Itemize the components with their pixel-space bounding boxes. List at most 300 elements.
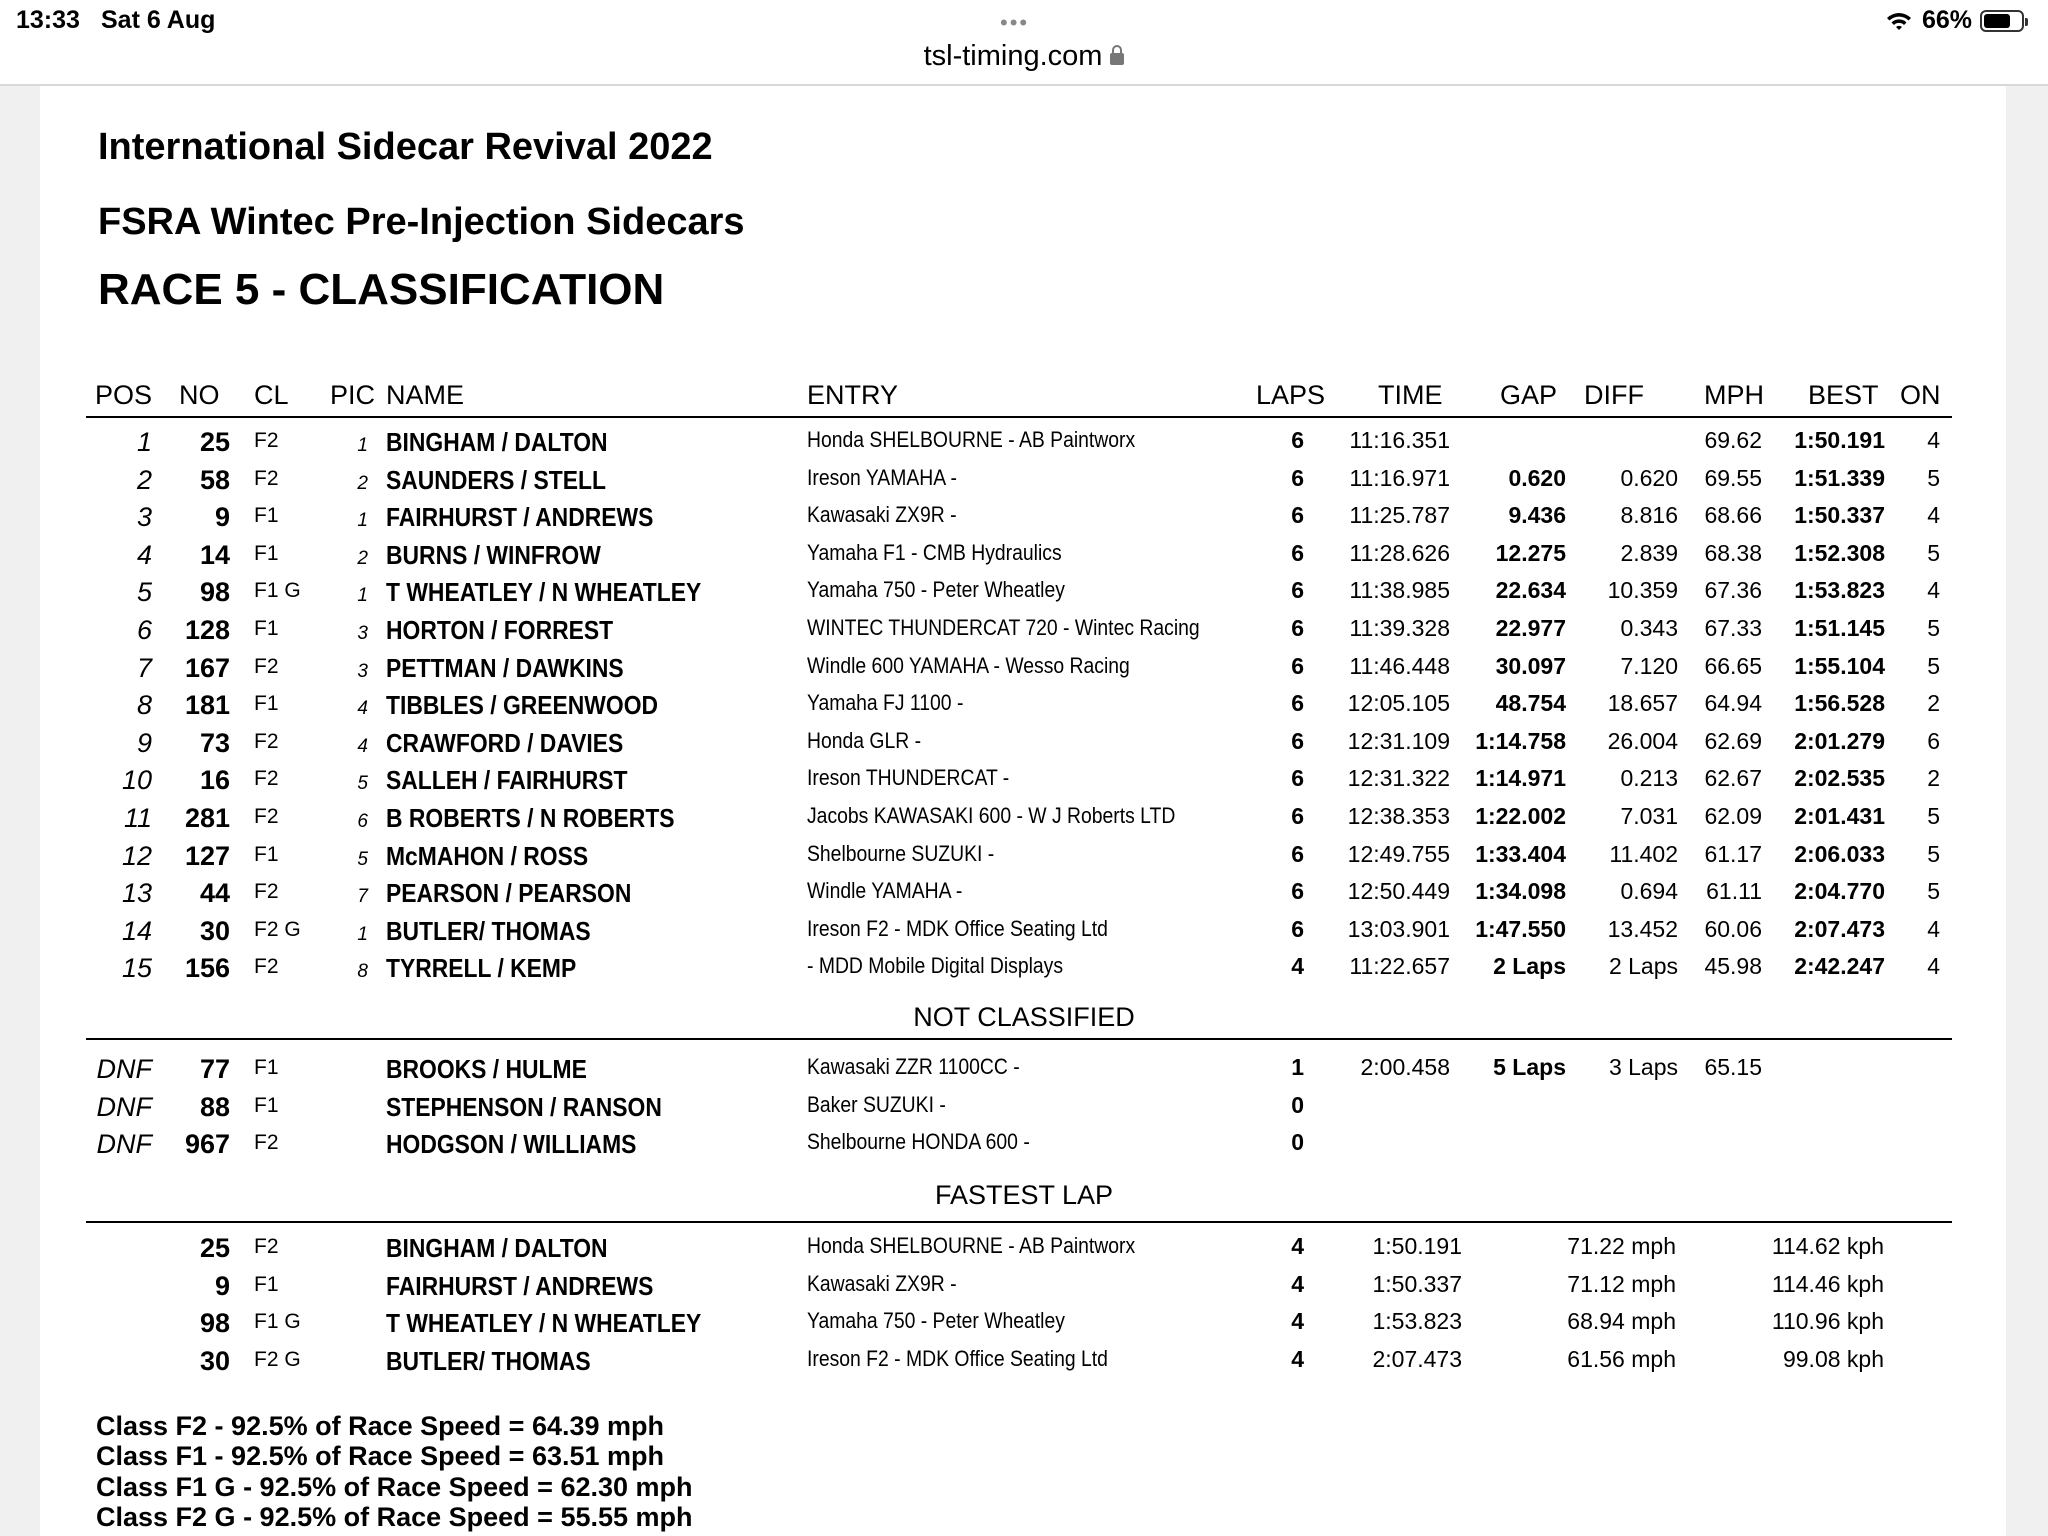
cell-pos: DNF: [96, 1091, 152, 1122]
cell-lap-mph: 71.22 mph: [1567, 1233, 1676, 1259]
cell-time: 12:05.105: [1347, 690, 1450, 717]
cell-name: BROOKS / HULME: [386, 1054, 587, 1084]
cell-name: TIBBLES / GREENWOOD: [386, 690, 659, 721]
race-title: RACE 5 - CLASSIFICATION: [98, 265, 665, 314]
cell-on: 5: [1927, 878, 1940, 905]
cell-gap: 1:34.098: [1475, 878, 1566, 905]
cell-lap-kph: 110.96 kph: [1771, 1308, 1884, 1335]
table-row: [0, 615, 2048, 653]
cell-gap: 2 Laps: [1493, 953, 1566, 980]
cell-class: F2 G: [254, 917, 301, 941]
cell-best: 2:01.279: [1794, 727, 1885, 754]
cell-entry: Honda SHELBOURNE - AB Paintworx: [807, 1233, 1136, 1258]
cell-lap-kph: 114.46 kph: [1771, 1270, 1884, 1297]
cell-no: 25: [199, 427, 230, 457]
cell-on: 5: [1927, 539, 1940, 566]
battery-icon: [1980, 10, 2024, 32]
cell-class: F1: [254, 504, 279, 528]
cell-best: 1:50.337: [1794, 502, 1885, 529]
cell-laps: 6: [1291, 615, 1304, 641]
address-bar[interactable]: [0, 36, 2048, 84]
cell-name: PEARSON / PEARSON: [386, 878, 632, 909]
table-row: [0, 803, 2048, 841]
event-title: International Sidecar Revival 2022: [98, 126, 713, 168]
wifi-icon: [1884, 10, 1914, 32]
cell-no: 30: [199, 915, 230, 946]
cell-no: 16: [199, 765, 230, 796]
url-text[interactable]: tsl-timing.com: [923, 40, 1103, 72]
cell-diff: 26.004: [1607, 727, 1678, 754]
cell-class: F2: [254, 729, 279, 753]
header-entry: ENTRY: [807, 380, 899, 410]
cell-entry: Yamaha 750 - Peter Wheatley: [807, 1308, 1065, 1334]
cell-on: 2: [1927, 690, 1940, 717]
cell-gap: 1:14.971: [1475, 765, 1566, 792]
cell-on: 6: [1927, 727, 1940, 754]
cell-pos: 1: [136, 427, 152, 457]
cell-laps: 1: [1291, 1054, 1304, 1080]
cell-lap: 4: [1291, 1308, 1304, 1335]
cell-on: 4: [1927, 915, 1940, 942]
cell-best: 2:04.770: [1794, 878, 1885, 905]
header-rule: [86, 416, 1952, 418]
cell-on: 5: [1927, 464, 1940, 491]
fastest-lap-title: FASTEST LAP: [934, 1180, 1114, 1210]
cell-name: CRAWFORD / DAVIES: [386, 727, 624, 758]
cell-time: 2:00.458: [1360, 1054, 1450, 1080]
cell-class: F1 G: [254, 579, 301, 603]
cell-lap-time: 1:50.191: [1372, 1233, 1462, 1259]
header-mph: MPH: [1704, 380, 1764, 410]
cell-laps: 6: [1291, 577, 1304, 604]
cell-class: F2: [254, 654, 279, 678]
table-row: [0, 427, 2048, 465]
cell-mph: 68.66: [1704, 502, 1762, 529]
cell-class: F1 G: [254, 1310, 301, 1334]
cell-entry: Honda GLR -: [807, 727, 922, 753]
cell-name: HORTON / FORREST: [386, 615, 614, 645]
cell-no: 127: [184, 840, 230, 871]
cell-no: 128: [184, 615, 230, 645]
cell-pic: 4: [357, 698, 368, 720]
cell-lap-mph: 61.56 mph: [1567, 1345, 1676, 1372]
cell-pos: 15: [121, 953, 152, 984]
header-on: ON: [1900, 380, 1941, 410]
cell-best: 2:01.431: [1794, 803, 1885, 829]
cell-pic: 1: [357, 585, 368, 607]
table-row: [0, 1092, 2048, 1130]
cell-class: F1: [254, 1272, 279, 1296]
cell-time: 11:16.351: [1349, 427, 1450, 453]
cell-on: 4: [1927, 953, 1940, 980]
cell-name: T WHEATLEY / N WHEATLEY: [386, 577, 702, 608]
cell-no: 25: [199, 1233, 230, 1263]
table-row: [0, 916, 2048, 954]
cell-no: 9: [214, 1270, 230, 1301]
cell-diff: 0.620: [1620, 464, 1678, 491]
table-row: [0, 953, 2048, 991]
cell-class: F2: [254, 466, 279, 490]
cell-on: 4: [1927, 427, 1940, 453]
cell-pic: 6: [357, 811, 368, 832]
cell-gap: 48.754: [1495, 690, 1566, 717]
table-row: [0, 577, 2048, 615]
cell-pos: 7: [136, 652, 152, 683]
cell-class: F1: [254, 842, 279, 866]
cell-time: 13:03.901: [1347, 915, 1450, 942]
table-row: [0, 841, 2048, 879]
cell-mph: 66.65: [1704, 652, 1762, 679]
cell-name: McMAHON / ROSS: [386, 840, 589, 871]
cell-class: F2: [254, 767, 279, 791]
table-row: [0, 1129, 2048, 1167]
cell-best: 1:51.339: [1794, 464, 1885, 491]
cell-name: BINGHAM / DALTON: [386, 1233, 608, 1263]
cell-pic: 3: [357, 660, 368, 682]
cell-pic: 4: [357, 735, 368, 757]
race-speed-line: Class F1 G - 92.5% of Race Speed = 62.30 mph: [96, 1471, 693, 1502]
cell-class: F2: [254, 1131, 279, 1155]
header-best: BEST: [1808, 380, 1879, 410]
table-row: [0, 540, 2048, 578]
cell-class: F2 G: [254, 1347, 301, 1371]
header-diff: DIFF: [1584, 380, 1644, 410]
cell-no: 181: [184, 690, 230, 721]
table-row: [0, 1308, 2048, 1346]
cell-name: TYRRELL / KEMP: [386, 953, 577, 984]
cell-diff: 18.657: [1607, 690, 1678, 717]
cell-laps: 6: [1291, 502, 1304, 529]
cell-entry: Ireson F2 - MDK Office Seating Ltd: [807, 915, 1108, 941]
cell-best: 1:50.191: [1794, 427, 1885, 453]
cell-diff: 10.359: [1607, 577, 1678, 604]
cell-entry: Kawasaki ZX9R -: [807, 502, 957, 528]
cell-name: T WHEATLEY / N WHEATLEY: [386, 1308, 702, 1339]
cell-no: 167: [184, 652, 230, 683]
cell-on: 5: [1927, 840, 1940, 867]
cell-time: 11:38.985: [1349, 577, 1450, 604]
cell-mph: 45.98: [1704, 953, 1762, 980]
cell-entry: Shelbourne SUZUKI -: [807, 840, 995, 866]
cell-pos: 5: [136, 577, 152, 608]
status-right: [1884, 6, 2024, 35]
cell-best: 2:02.535: [1794, 765, 1885, 792]
cell-pos: 8: [136, 690, 152, 721]
cell-diff: 13.452: [1607, 915, 1678, 942]
cell-lap: 4: [1291, 1233, 1304, 1259]
cell-lap-time: 1:50.337: [1372, 1270, 1462, 1297]
cell-no: 98: [199, 577, 230, 608]
cell-name: SALLEH / FAIRHURST: [386, 765, 628, 796]
table-row: [0, 1233, 2048, 1271]
cell-class: F1: [254, 1093, 279, 1117]
cell-entry: - MDD Mobile Digital Displays: [807, 953, 1064, 979]
cell-entry: Honda SHELBOURNE - AB Paintworx: [807, 427, 1136, 452]
cell-name: B ROBERTS / N ROBERTS: [386, 803, 675, 833]
cell-class: F2: [254, 1235, 279, 1258]
cell-time: 11:16.971: [1349, 464, 1450, 491]
cell-class: F1: [254, 692, 279, 716]
cell-mph: 61.17: [1704, 840, 1762, 867]
header-name: NAME: [386, 380, 465, 410]
lock-icon: [1110, 53, 1124, 65]
cell-time: 11:28.626: [1349, 539, 1450, 566]
cell-diff: 2 Laps: [1608, 953, 1678, 980]
cell-lap: 4: [1291, 1345, 1304, 1372]
cell-laps: 6: [1291, 539, 1304, 566]
status-date: Sat 6 Aug: [101, 6, 216, 34]
cell-diff: 11.402: [1609, 840, 1678, 867]
cell-mph: 61.11: [1706, 878, 1762, 905]
cell-no: 77: [199, 1054, 230, 1084]
cell-pic: 8: [357, 961, 368, 983]
cell-pic: 2: [357, 547, 368, 569]
cell-no: 14: [199, 539, 230, 570]
cell-no: 44: [199, 878, 230, 909]
cell-mph: 64.94: [1704, 690, 1762, 717]
cell-time: 12:31.109: [1347, 727, 1450, 754]
cell-laps: 0: [1291, 1129, 1304, 1156]
cell-lap-kph: 114.62 kph: [1771, 1233, 1884, 1259]
cell-on: 4: [1927, 577, 1940, 604]
cell-entry: Yamaha 750 - Peter Wheatley: [807, 577, 1065, 603]
cell-pic: 7: [357, 886, 368, 908]
cell-lap-mph: 71.12 mph: [1567, 1270, 1676, 1297]
cell-time: 12:50.449: [1347, 878, 1450, 905]
cell-pos: 14: [121, 915, 152, 946]
cell-class: F1: [254, 617, 279, 640]
cell-diff: 7.031: [1620, 803, 1678, 829]
status-bar: [0, 0, 2048, 40]
cell-on: 4: [1927, 502, 1940, 529]
cell-no: 281: [184, 803, 230, 833]
battery-percent: 66%: [1921, 6, 1972, 34]
table-row: [0, 502, 2048, 540]
cell-pos: 9: [136, 727, 152, 758]
cell-lap-mph: 68.94 mph: [1567, 1308, 1676, 1335]
cell-time: 11:46.448: [1349, 652, 1450, 679]
cell-diff: 7.120: [1620, 652, 1678, 679]
cell-gap: 1:22.002: [1475, 803, 1566, 829]
cell-pos: 4: [136, 539, 152, 570]
cell-time: 12:38.353: [1347, 803, 1450, 829]
cell-best: 2:06.033: [1794, 840, 1885, 867]
cell-best: 2:42.247: [1794, 953, 1885, 980]
cell-on: 5: [1927, 615, 1940, 641]
header-time: TIME: [1378, 380, 1443, 410]
cell-class: F2: [254, 805, 279, 828]
cell-gap: 30.097: [1495, 652, 1566, 679]
cell-gap: 22.977: [1495, 615, 1566, 641]
cell-gap: 5 Laps: [1493, 1054, 1566, 1080]
cell-laps: 6: [1291, 427, 1304, 453]
cell-no: 73: [199, 727, 230, 758]
cell-pos: 10: [121, 765, 152, 796]
cell-no: 967: [184, 1129, 230, 1160]
status-time: 13:33: [16, 6, 80, 34]
header-gap: GAP: [1500, 380, 1558, 410]
cell-mph: 60.06: [1704, 915, 1762, 942]
table-row: [0, 1346, 2048, 1384]
cell-mph: 62.67: [1704, 765, 1762, 792]
cell-mph: 62.09: [1704, 803, 1762, 829]
cell-diff: 0.213: [1620, 765, 1678, 792]
cell-pos: DNF: [96, 1129, 152, 1160]
race-speed-line: Class F1 - 92.5% of Race Speed = 63.51 mph: [96, 1441, 665, 1472]
cell-pos: 11: [123, 803, 152, 833]
cell-laps: 6: [1291, 915, 1304, 942]
not-classified-rule: [86, 1038, 1952, 1040]
cell-pos: 3: [136, 502, 152, 533]
cell-no: 88: [199, 1091, 230, 1122]
cell-best: 2:07.473: [1794, 915, 1885, 942]
cell-laps: 6: [1291, 765, 1304, 792]
race-speed-line: Class F2 - 92.5% of Race Speed = 64.39 mph: [96, 1411, 665, 1441]
cell-entry: Ireson THUNDERCAT -: [807, 765, 1010, 791]
cell-name: BUTLER/ THOMAS: [386, 915, 591, 946]
cell-mph: 69.55: [1704, 464, 1762, 491]
cell-diff: 2.839: [1620, 539, 1678, 566]
cell-name: BURNS / WINFROW: [386, 539, 601, 570]
cell-entry: Kawasaki ZZR 1100CC -: [807, 1054, 1020, 1079]
cell-mph: 68.38: [1704, 539, 1762, 566]
cell-laps: 6: [1291, 803, 1304, 829]
cell-class: F1: [254, 1056, 279, 1079]
cell-pos: 6: [136, 615, 152, 645]
cell-best: 1:51.145: [1794, 615, 1885, 641]
cell-laps: 6: [1291, 464, 1304, 491]
cell-class: F2: [254, 955, 279, 979]
cell-entry: Kawasaki ZX9R -: [807, 1270, 957, 1296]
cell-name: FAIRHURST / ANDREWS: [386, 502, 654, 533]
cell-lap: 4: [1291, 1270, 1304, 1297]
cell-mph: 67.36: [1704, 577, 1762, 604]
cell-on: 5: [1927, 803, 1940, 829]
table-row: [0, 653, 2048, 691]
cell-no: 98: [199, 1308, 230, 1339]
cell-no: 156: [184, 953, 230, 984]
cell-class: F1: [254, 541, 279, 565]
cell-entry: Baker SUZUKI -: [807, 1091, 946, 1117]
cell-time: 11:39.328: [1349, 615, 1450, 641]
cell-diff: 8.816: [1620, 502, 1678, 529]
cell-on: 2: [1927, 765, 1940, 792]
cell-name: PETTMAN / DAWKINS: [386, 652, 624, 683]
header-pos: POS: [95, 380, 153, 410]
cell-entry: Jacobs KAWASAKI 600 - W J Roberts LTD: [807, 803, 1176, 828]
cell-mph: 69.62: [1704, 427, 1762, 453]
cell-name: SAUNDERS / STELL: [386, 464, 606, 495]
fastest-lap-rule: [86, 1221, 1952, 1223]
cell-pic: 1: [357, 435, 368, 456]
cell-name: BINGHAM / DALTON: [386, 427, 608, 457]
cell-time: 11:25.787: [1349, 502, 1450, 529]
cell-gap: 22.634: [1495, 577, 1566, 604]
cell-pic: 2: [357, 472, 368, 494]
cell-pic: 5: [357, 773, 368, 795]
cell-laps: 0: [1291, 1091, 1304, 1118]
table-row: [0, 465, 2048, 503]
cell-gap: 1:14.758: [1475, 727, 1566, 754]
cell-time: 12:49.755: [1347, 840, 1450, 867]
cell-best: 1:53.823: [1794, 577, 1885, 604]
multitasking-dots-icon[interactable]: •••: [1000, 10, 1030, 35]
header-no: NO: [179, 380, 220, 410]
cell-no: 30: [199, 1345, 230, 1376]
cell-pos: 2: [136, 464, 152, 495]
cell-name: STEPHENSON / RANSON: [386, 1091, 662, 1122]
not-classified-title: NOT CLASSIFIED: [913, 1002, 1135, 1032]
cell-gap: 9.436: [1508, 502, 1566, 529]
cell-name: FAIRHURST / ANDREWS: [386, 1270, 654, 1301]
cell-entry: Yamaha FJ 1100 -: [807, 690, 964, 716]
cell-pos: DNF: [96, 1054, 152, 1084]
cell-gap: 1:33.404: [1475, 840, 1566, 867]
cell-best: 1:52.308: [1794, 539, 1885, 566]
cell-pos: 13: [121, 878, 152, 909]
cell-diff: 0.694: [1620, 878, 1678, 905]
cell-laps: 6: [1291, 840, 1304, 867]
cell-entry: Yamaha F1 - CMB Hydraulics: [807, 539, 1062, 565]
cell-name: BUTLER/ THOMAS: [386, 1345, 591, 1376]
cell-time: 11:22.657: [1349, 953, 1450, 980]
table-row: [0, 728, 2048, 766]
cell-best: 1:55.104: [1794, 652, 1885, 679]
series-title: FSRA Wintec Pre-Injection Sidecars: [98, 201, 745, 243]
cell-entry: Shelbourne HONDA 600 -: [807, 1129, 1030, 1155]
cell-class: F2: [254, 880, 279, 904]
cell-pic: 1: [357, 923, 368, 945]
cell-entry: WINTEC THUNDERCAT 720 - Wintec Racing: [807, 615, 1200, 640]
cell-mph: 62.69: [1704, 727, 1762, 754]
header-cl: CL: [254, 380, 289, 410]
cell-gap: 0.620: [1508, 464, 1566, 491]
cell-laps: 4: [1291, 953, 1304, 980]
cell-laps: 6: [1291, 878, 1304, 905]
cell-no: 9: [214, 502, 230, 533]
cell-time: 12:31.322: [1347, 765, 1450, 792]
cell-pic: 3: [357, 623, 368, 644]
cell-best: 1:56.528: [1794, 690, 1885, 717]
cell-lap-kph: 99.08 kph: [1782, 1345, 1884, 1372]
table-row: [0, 1271, 2048, 1309]
cell-gap: 12.275: [1495, 539, 1566, 566]
cell-diff: 0.343: [1620, 615, 1678, 641]
cell-mph: 67.33: [1704, 615, 1762, 641]
cell-entry: Ireson F2 - MDK Office Seating Ltd: [807, 1345, 1108, 1371]
cell-lap-time: 2:07.473: [1372, 1345, 1462, 1372]
table-row: [0, 765, 2048, 803]
cell-laps: 6: [1291, 652, 1304, 679]
header-pic: PIC: [330, 380, 376, 410]
cell-mph: 65.15: [1704, 1054, 1762, 1080]
cell-class: F2: [254, 429, 279, 452]
cell-laps: 6: [1291, 690, 1304, 717]
cell-entry: Windle YAMAHA -: [807, 878, 963, 904]
cell-entry: Windle 600 YAMAHA - Wesso Racing: [807, 652, 1130, 678]
cell-no: 58: [199, 464, 230, 495]
table-row: [0, 878, 2048, 916]
table-row: [0, 1054, 2048, 1092]
cell-diff: 3 Laps: [1608, 1054, 1678, 1080]
cell-entry: Ireson YAMAHA -: [807, 464, 957, 490]
cell-pos: 12: [121, 840, 152, 871]
cell-name: HODGSON / WILLIAMS: [386, 1129, 637, 1160]
cell-pic: 1: [357, 510, 368, 532]
cell-laps: 6: [1291, 727, 1304, 754]
cell-pic: 5: [357, 848, 368, 870]
cell-lap-time: 1:53.823: [1372, 1308, 1462, 1335]
